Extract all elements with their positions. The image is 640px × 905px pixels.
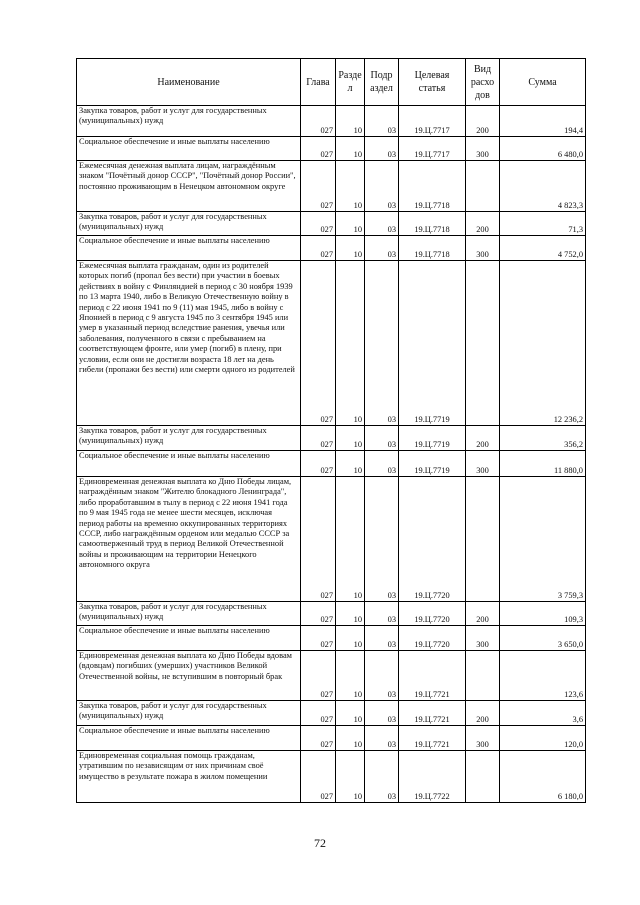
row-target: 19.Ц.7721 bbox=[399, 651, 466, 701]
row-razdel: 10 bbox=[336, 651, 365, 701]
row-name: Социальное обеспечение и иные выплаты населению bbox=[77, 236, 301, 261]
row-sum: 12 236,2 bbox=[500, 261, 586, 426]
row-name: Закупка товаров, работ и услуг для государственных (муниципальных) нужд bbox=[77, 106, 301, 137]
row-glava: 027 bbox=[301, 137, 336, 161]
row-podrazdel: 03 bbox=[365, 426, 399, 451]
row-target: 19.Ц.7719 bbox=[399, 426, 466, 451]
row-target: 19.Ц.7718 bbox=[399, 212, 466, 236]
row-vid: 200 bbox=[466, 426, 500, 451]
row-vid: 300 bbox=[466, 137, 500, 161]
row-name: Закупка товаров, работ и услуг для государственных (муниципальных) нужд bbox=[77, 212, 301, 236]
row-razdel: 10 bbox=[336, 726, 365, 751]
row-glava: 027 bbox=[301, 651, 336, 701]
table-row bbox=[77, 602, 586, 626]
row-sum: 120,0 bbox=[500, 726, 586, 751]
row-razdel: 10 bbox=[336, 212, 365, 236]
row-glava: 027 bbox=[301, 726, 336, 751]
row-name: Социальное обеспечение и иные выплаты населению bbox=[77, 626, 301, 651]
row-name: Ежемесячная денежная выплата лицам, награждённым знаком "Почётный донор СССР", "Почётный донор России", постоянно проживающим в Ненецком автономном округе bbox=[77, 161, 301, 212]
table-row bbox=[77, 751, 586, 803]
row-target: 19.Ц.7720 bbox=[399, 626, 466, 651]
row-podrazdel: 03 bbox=[365, 451, 399, 477]
header-vid: Вид расхо дов bbox=[466, 59, 500, 106]
row-sum: 123,6 bbox=[500, 651, 586, 701]
table-row bbox=[77, 137, 586, 161]
row-name: Единовременная денежная выплата ко Дню Победы вдовам (вдовцам) погибших (умерших) участников Великой Отечественной войны, не вступившим в повторный брак bbox=[77, 651, 301, 701]
row-vid: 200 bbox=[466, 106, 500, 137]
row-vid bbox=[466, 651, 500, 701]
row-sum: 4 823,3 bbox=[500, 161, 586, 212]
row-sum: 3 759,3 bbox=[500, 477, 586, 602]
row-vid: 300 bbox=[466, 626, 500, 651]
table-header bbox=[77, 59, 586, 106]
row-podrazdel: 03 bbox=[365, 477, 399, 602]
row-vid: 300 bbox=[466, 236, 500, 261]
table-row bbox=[77, 236, 586, 261]
row-glava: 027 bbox=[301, 212, 336, 236]
row-razdel: 10 bbox=[336, 426, 365, 451]
row-vid: 200 bbox=[466, 602, 500, 626]
row-podrazdel: 03 bbox=[365, 261, 399, 426]
row-sum: 71,3 bbox=[500, 212, 586, 236]
table-row bbox=[77, 651, 586, 701]
row-podrazdel: 03 bbox=[365, 106, 399, 137]
header-target: Целевая статья bbox=[399, 59, 466, 106]
row-target: 19.Ц.7717 bbox=[399, 137, 466, 161]
row-name: Единовременная социальная помощь гражданам, утратившим по независящим от них причинам своё имущество в результате пожара в жилом помещении bbox=[77, 751, 301, 803]
row-sum: 194,4 bbox=[500, 106, 586, 137]
row-sum: 3,6 bbox=[500, 701, 586, 726]
row-target: 19.Ц.7721 bbox=[399, 701, 466, 726]
table-row bbox=[77, 161, 586, 212]
row-podrazdel: 03 bbox=[365, 137, 399, 161]
row-target: 19.Ц.7720 bbox=[399, 477, 466, 602]
row-vid bbox=[466, 161, 500, 212]
header-sum: Сумма bbox=[500, 59, 586, 106]
row-target: 19.Ц.7717 bbox=[399, 106, 466, 137]
table-row bbox=[77, 451, 586, 477]
row-name: Социальное обеспечение и иные выплаты населению bbox=[77, 451, 301, 477]
row-target: 19.Ц.7721 bbox=[399, 726, 466, 751]
row-glava: 027 bbox=[301, 626, 336, 651]
row-vid bbox=[466, 751, 500, 803]
row-name: Закупка товаров, работ и услуг для государственных (муниципальных) нужд bbox=[77, 426, 301, 451]
row-glava: 027 bbox=[301, 451, 336, 477]
header-glava: Глава bbox=[301, 59, 336, 106]
row-podrazdel: 03 bbox=[365, 161, 399, 212]
table-row bbox=[77, 477, 586, 602]
row-glava: 027 bbox=[301, 426, 336, 451]
row-razdel: 10 bbox=[336, 137, 365, 161]
header-name: Наименование bbox=[77, 59, 301, 106]
row-name: Единовременная денежная выплата ко Дню Победы лицам, награждённым знаком "Жителю блокадного Ленинграда", либо проработавшим в тылу в период с 22 июня 1941 года по 9 мая 1945 года не менее шести месяцев, исключая период работы на временно оккупированных территориях СССР, либо награждённым орденом или медалью СССР за самоотверженный труд в период Великой Отечественной войны и проживающим на территории Ненецкого автономного округа bbox=[77, 477, 301, 602]
row-glava: 027 bbox=[301, 751, 336, 803]
row-vid bbox=[466, 477, 500, 602]
row-razdel: 10 bbox=[336, 236, 365, 261]
row-razdel: 10 bbox=[336, 261, 365, 426]
row-name: Социальное обеспечение и иные выплаты населению bbox=[77, 137, 301, 161]
row-sum: 4 752,0 bbox=[500, 236, 586, 261]
row-podrazdel: 03 bbox=[365, 212, 399, 236]
table-row bbox=[77, 212, 586, 236]
header-razdel: Разде л bbox=[336, 59, 365, 106]
row-target: 19.Ц.7720 bbox=[399, 602, 466, 626]
table-row bbox=[77, 701, 586, 726]
row-glava: 027 bbox=[301, 236, 336, 261]
row-podrazdel: 03 bbox=[365, 751, 399, 803]
row-glava: 027 bbox=[301, 161, 336, 212]
row-vid bbox=[466, 261, 500, 426]
page-number: 72 bbox=[314, 836, 326, 850]
row-glava: 027 bbox=[301, 701, 336, 726]
header-podrazdel: Подр аздел bbox=[365, 59, 399, 106]
table-row bbox=[77, 426, 586, 451]
row-razdel: 10 bbox=[336, 602, 365, 626]
row-sum: 109,3 bbox=[500, 602, 586, 626]
row-sum: 11 880,0 bbox=[500, 451, 586, 477]
row-vid: 300 bbox=[466, 451, 500, 477]
row-name: Закупка товаров, работ и услуг для государственных (муниципальных) нужд bbox=[77, 602, 301, 626]
row-razdel: 10 bbox=[336, 477, 365, 602]
row-target: 19.Ц.7718 bbox=[399, 236, 466, 261]
table-row bbox=[77, 726, 586, 751]
row-razdel: 10 bbox=[336, 106, 365, 137]
row-name: Закупка товаров, работ и услуг для государственных (муниципальных) нужд bbox=[77, 701, 301, 726]
row-vid: 300 bbox=[466, 726, 500, 751]
row-sum: 3 650,0 bbox=[500, 626, 586, 651]
row-glava: 027 bbox=[301, 106, 336, 137]
header-row bbox=[77, 59, 586, 106]
row-sum: 356,2 bbox=[500, 426, 586, 451]
row-razdel: 10 bbox=[336, 751, 365, 803]
row-razdel: 10 bbox=[336, 161, 365, 212]
row-target: 19.Ц.7719 bbox=[399, 451, 466, 477]
row-glava: 027 bbox=[301, 261, 336, 426]
row-name: Социальное обеспечение и иные выплаты населению bbox=[77, 726, 301, 751]
row-name: Ежемесячная выплата гражданам, один из родителей которых погиб (пропал без вести) при участии в боевых действиях в войну с Финляндией в период с 30 ноября 1939 по 13 марта 1940, либо в Великую Отечественную войну в период с 22 июня 1941 по 9 (11) мая 1945, либо в войну с Японией в период с 9 августа 1945 по 3 сентября 1945 или умер в указанный период вследствие ранения, увечья или заболевания, полученного в связи с пребыванием на соответствующем фронте, или умер (погиб) в плену, при условии, если они не достигли возраста 18 лет на день гибели (пропажи без вести) или смерти одного из родителей bbox=[77, 261, 301, 426]
row-razdel: 10 bbox=[336, 626, 365, 651]
table-row bbox=[77, 626, 586, 651]
row-sum: 6 480,0 bbox=[500, 137, 586, 161]
table-row bbox=[77, 106, 586, 137]
row-target: 19.Ц.7718 bbox=[399, 161, 466, 212]
table-body bbox=[77, 106, 586, 803]
row-vid: 200 bbox=[466, 701, 500, 726]
row-podrazdel: 03 bbox=[365, 701, 399, 726]
row-target: 19.Ц.7719 bbox=[399, 261, 466, 426]
row-vid: 200 bbox=[466, 212, 500, 236]
row-sum: 6 180,0 bbox=[500, 751, 586, 803]
row-podrazdel: 03 bbox=[365, 726, 399, 751]
budget-table bbox=[76, 58, 586, 803]
row-podrazdel: 03 bbox=[365, 626, 399, 651]
row-glava: 027 bbox=[301, 477, 336, 602]
row-razdel: 10 bbox=[336, 701, 365, 726]
table-row bbox=[77, 261, 586, 426]
row-podrazdel: 03 bbox=[365, 651, 399, 701]
row-glava: 027 bbox=[301, 602, 336, 626]
row-target: 19.Ц.7722 bbox=[399, 751, 466, 803]
row-razdel: 10 bbox=[336, 451, 365, 477]
row-podrazdel: 03 bbox=[365, 602, 399, 626]
row-podrazdel: 03 bbox=[365, 236, 399, 261]
